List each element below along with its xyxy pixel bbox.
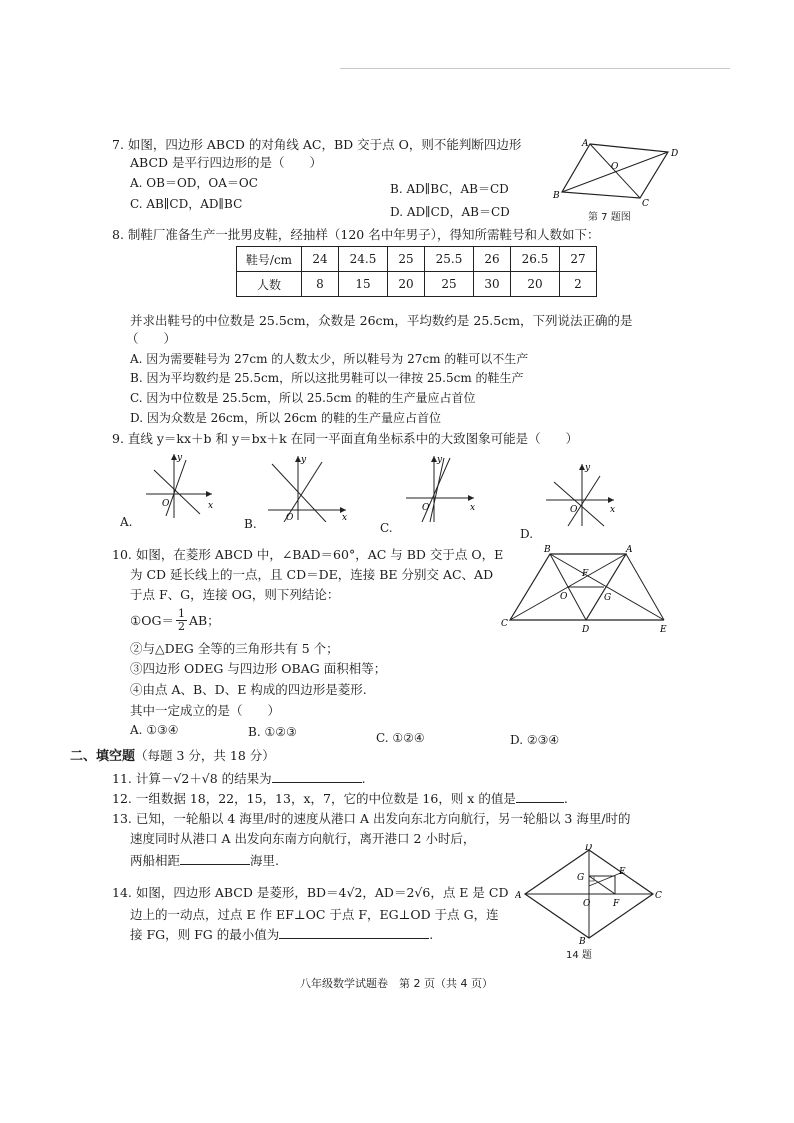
- svg-text:O: O: [286, 513, 294, 522]
- table-row: [237, 272, 597, 297]
- q14-line2: 边上的一动点，过点 E 作 EF⊥OC 于点 F，EG⊥OD 于点 G，连: [130, 907, 499, 922]
- svg-text:G: G: [577, 873, 585, 883]
- q8-option-c: C. 因为中位数是 25.5cm，所以 25.5cm 的鞋的生产量应占首位: [130, 391, 476, 405]
- q8-option-d: D. 因为众数是 26cm，所以 26cm 的鞋的生产量应占首位: [130, 411, 442, 425]
- svg-text:B: B: [544, 545, 551, 555]
- svg-text:O: O: [583, 899, 591, 909]
- q10-conclusion-5: 其中一定成立的是（ ）: [130, 703, 281, 718]
- table-cell: 8: [302, 272, 339, 297]
- q13-line2: 速度同时从港口 A 出发向东南方向航行，离开港口 2 小时后，: [130, 831, 476, 846]
- table-cell: 25: [388, 247, 425, 272]
- svg-text:x: x: [342, 513, 348, 522]
- svg-text:y: y: [301, 455, 307, 465]
- q14-line3: 接 FG，则 FG 的最小值为 .: [130, 927, 434, 942]
- q9-option-c: C.: [380, 521, 393, 535]
- svg-text:D: D: [582, 625, 590, 634]
- q7-option-b: B. AD∥BC，AB＝CD: [390, 182, 509, 196]
- q10-conclusion-2: ②与△DEG 全等的三角形共有 5 个；: [130, 641, 339, 656]
- q7-option-a: A. OB＝OD，OA＝OC: [130, 176, 258, 190]
- answer-blank[interactable]: [180, 864, 250, 865]
- svg-text:C: C: [501, 619, 508, 629]
- q10-conclusion-3: ③四边形 ODEG 与四边形 OBAG 面积相等；: [130, 661, 387, 676]
- q7-caption: 第 7 题图: [588, 212, 631, 223]
- table-cell: 15: [339, 272, 388, 297]
- q13-line3: 两船相距 海里.: [130, 853, 279, 868]
- q8-text-line1: 并求出鞋号的中位数是 25.5cm，众数是 26cm，平均数约是 25.5cm，下列说法正确的是: [130, 313, 633, 328]
- q11: 11. 计算－√2＋√8 的结果为 .: [112, 771, 366, 786]
- q7-stem-line2: ABCD 是平行四边形的是（ ）: [130, 155, 323, 170]
- q10-conclusion-4: ④由点 A、B、D、E 构成的四边形是菱形.: [130, 682, 367, 697]
- q9-option-a: A.: [120, 515, 133, 529]
- table-cell: 25.5: [425, 247, 474, 272]
- q9-graph-d: [540, 462, 620, 528]
- q8-stem: 8. 制鞋厂准备生产一批男皮鞋，经抽样（120 名中年男子），得知所需鞋号和人数如下：: [112, 227, 600, 242]
- q8-text-line2: （ ）: [126, 331, 177, 346]
- q14-line1: 14. 如图，四边形 ABCD 是菱形，BD＝4√2，AD＝2√6，点 E 是 CD: [112, 885, 509, 900]
- svg-text:x: x: [610, 505, 616, 515]
- header-rule: [340, 68, 730, 69]
- q7-stem-line1: 7. 如图，四边形 ABCD 的对角线 AC，BD 交于点 O，则不能判断四边形: [112, 137, 522, 152]
- q8-option-b: B. 因为平均数约是 25.5cm，所以这批男鞋可以一律按 25.5cm 的鞋生产: [130, 371, 524, 385]
- svg-text:y: y: [177, 453, 183, 463]
- q7-option-d: D. AD∥CD，AB＝CD: [390, 205, 510, 219]
- page-footer: 八年级数学试题卷 第 2 页（共 4 页）: [300, 977, 493, 990]
- q10-conclusion-1: ①OG＝ 1 2 AB；: [130, 607, 220, 633]
- svg-text:C: C: [655, 891, 662, 901]
- q10-stem-line3: 于点 F、G，连接 OG，则下列结论：: [130, 587, 340, 602]
- table-cell: 27: [560, 247, 597, 272]
- q8-option-a: A. 因为需要鞋号为 27cm 的人数太少，所以鞋号为 27cm 的鞋可以不生产: [130, 352, 529, 366]
- svg-text:y: y: [585, 463, 591, 473]
- q9-stem: 9. 直线 y＝kx＋b 和 y＝bx＋k 在同一平面直角坐标系中的大致图象可能是（ ）: [112, 431, 579, 446]
- q7-parallelogram-figure: [550, 136, 690, 208]
- svg-text:O: O: [422, 503, 430, 513]
- table-cell: 24.5: [339, 247, 388, 272]
- q9-option-d: D.: [520, 527, 534, 541]
- fraction: 1 2: [177, 607, 185, 633]
- table-cell: 26.5: [511, 247, 560, 272]
- svg-text:G: G: [604, 593, 612, 603]
- table-cell: 25: [425, 272, 474, 297]
- q7-label-o: O: [611, 162, 619, 172]
- answer-blank[interactable]: [516, 802, 564, 803]
- svg-text:F: F: [582, 569, 589, 579]
- svg-text:A: A: [626, 545, 633, 555]
- q7-label-c: C: [642, 199, 649, 208]
- q9-graph-b: [262, 452, 352, 522]
- svg-text:x: x: [470, 503, 476, 513]
- q7-label-b: B: [553, 191, 560, 201]
- svg-text:O: O: [560, 592, 568, 602]
- table-cell: 24: [302, 247, 339, 272]
- table-cell: 20: [388, 272, 425, 297]
- table-cell: 30: [474, 272, 511, 297]
- q10-rhombus-figure: [498, 542, 678, 634]
- answer-blank[interactable]: [272, 782, 362, 783]
- table-row: [237, 247, 597, 272]
- q10-option-d: D. ②③④: [510, 733, 560, 747]
- answer-blank[interactable]: [279, 938, 429, 939]
- svg-text:E: E: [619, 867, 626, 877]
- svg-text:O: O: [570, 505, 578, 515]
- q7-option-c: C. AB∥CD，AD∥BC: [130, 197, 243, 211]
- svg-text:x: x: [208, 501, 214, 511]
- q13-line1: 13. 已知，一轮船以 4 海里/时的速度从港口 A 出发向东北方向航行，另一轮船以 3 海里/时的: [112, 811, 631, 826]
- table-cell: 26: [474, 247, 511, 272]
- q10-stem-line2: 为 CD 延长线上的一点，且 CD＝DE，连接 BE 分别交 AC、AD: [130, 567, 494, 582]
- table-header-cell: 人数: [237, 272, 302, 297]
- q9-option-b: B.: [244, 517, 257, 531]
- q9-graph-c: [400, 452, 480, 524]
- svg-text:F: F: [613, 899, 620, 909]
- q8-shoe-table: [236, 246, 597, 297]
- q14-caption: 14 题: [566, 950, 592, 961]
- q10-option-b: B. ①②③: [248, 725, 297, 739]
- q10-option-a: A. ①③④: [130, 723, 179, 737]
- svg-text:D: D: [585, 844, 593, 853]
- q14-rhombus-figure: [515, 844, 665, 944]
- q9-graph-a: [140, 450, 220, 520]
- section-2-heading: 二、填空题（每题 3 分，共 18 分）: [70, 748, 275, 764]
- svg-text:A: A: [515, 891, 522, 901]
- q7-label-a: A: [582, 139, 589, 149]
- svg-text:O: O: [162, 499, 170, 509]
- q12: 12. 一组数据 18，22，15，13，x，7，它的中位数是 16，则 x 的值是 .: [112, 791, 568, 806]
- table-header-cell: 鞋号/cm: [237, 247, 302, 272]
- svg-text:y: y: [437, 455, 443, 465]
- q10-option-c: C. ①②④: [376, 731, 425, 745]
- table-cell: 20: [511, 272, 560, 297]
- q7-label-d: D: [671, 149, 679, 159]
- table-cell: 2: [560, 272, 597, 297]
- q10-stem-line1: 10. 如图，在菱形 ABCD 中，∠BAD＝60°，AC 与 BD 交于点 O，E: [112, 547, 504, 562]
- svg-text:E: E: [660, 625, 667, 634]
- svg-text:B: B: [579, 937, 586, 944]
